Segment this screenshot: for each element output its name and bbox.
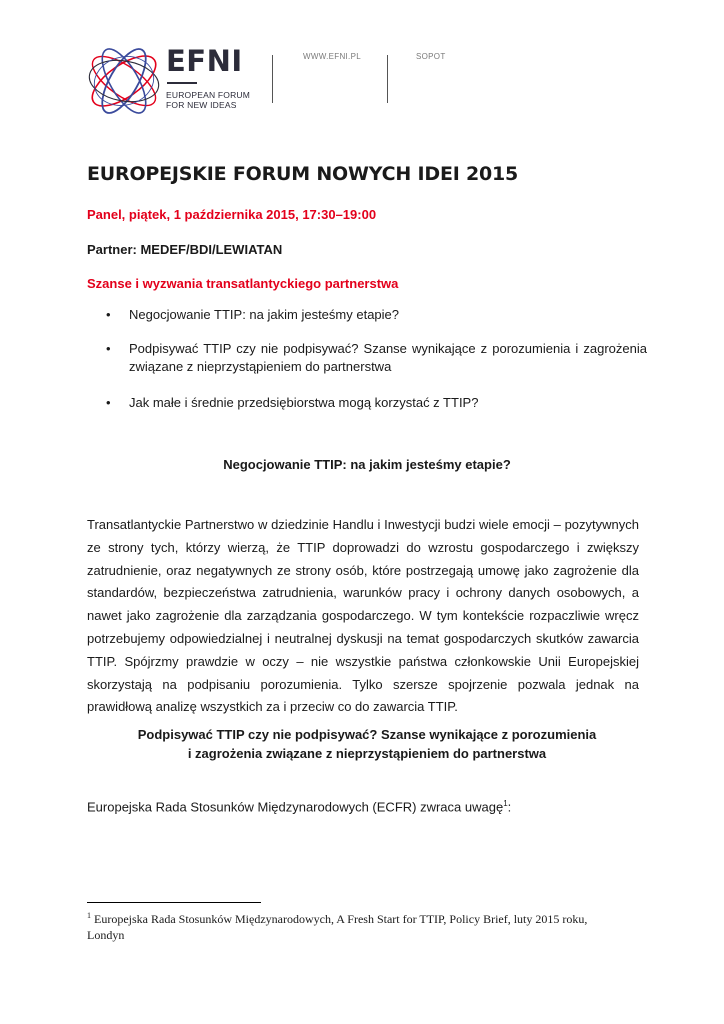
bullet-icon: • xyxy=(106,395,111,410)
logo-subtitle-line1: EUROPEAN FORUM xyxy=(166,90,251,100)
ecfr-intro xyxy=(87,799,511,814)
ecfr-intro-text: Europejska Rada Stosunków Międzynarodowych (ECFR) zwraca uwagę xyxy=(87,799,504,815)
logo-title: EFNI xyxy=(166,44,243,78)
list-item xyxy=(87,394,647,412)
list-item-text: Podpisywać TTIP czy nie podpisywać? Szanse wynikające z porozumienia i zagrożenia związane z nieprzystąpieniem do partnerstwa xyxy=(129,341,647,374)
panel-date-line: Panel, piątek, 1 października 2015, 17:30–19:00 xyxy=(87,207,377,222)
logo-divider xyxy=(167,82,197,84)
list-item-text: Jak małe i średnie przedsiębiorstwa mogą korzystać z TTIP? xyxy=(129,395,479,410)
website-url: WWW.EFNI.PL xyxy=(303,52,361,61)
agenda-list xyxy=(87,306,647,412)
section-heading-negotiations: Negocjowanie TTIP: na jakim jesteśmy etapie? xyxy=(223,457,511,472)
partner-line: Partner: MEDEF/BDI/LEWIATAN xyxy=(87,242,283,257)
footnote-separator xyxy=(87,902,261,903)
efni-logo-icon xyxy=(84,42,164,124)
document-title: EUROPEJSKIE FORUM NOWYCH IDEI 2015 xyxy=(87,163,519,185)
topic-heading: Szanse i wyzwania transatlantyckiego partnerstwa xyxy=(87,276,399,291)
list-item xyxy=(87,340,647,376)
footnote xyxy=(87,908,627,943)
footnote-reference[interactable]: 1 xyxy=(503,799,508,808)
list-item-text: Negocjowanie TTIP: na jakim jesteśmy etapie? xyxy=(129,307,399,322)
bullet-icon: • xyxy=(106,341,111,356)
footnote-text: Europejska Rada Stosunków Międzynarodowych, A Fresh Start for TTIP, Policy Brief, luty 2015 roku, Londyn xyxy=(87,912,588,942)
bullet-icon: • xyxy=(106,307,111,322)
section-heading-line: i zagrożenia związane z nieprzystąpieniem do partnerstwa xyxy=(187,746,547,761)
header-divider xyxy=(272,55,273,103)
footnote-mark: 1 xyxy=(87,911,91,920)
city-label: SOPOT xyxy=(416,52,446,61)
efni-logo-wordmark xyxy=(166,44,250,110)
section-heading-line: Podpisywać TTIP czy nie podpisywać? Szanse wynikające z porozumienia xyxy=(137,727,597,742)
page-header xyxy=(0,0,724,130)
logo-subtitle-line2: FOR NEW IDEAS xyxy=(166,100,237,110)
header-divider xyxy=(387,55,388,103)
section-heading-sign-or-not xyxy=(87,725,647,763)
body-paragraph: Transatlantyckie Partnerstwo w dziedzinie Handlu i Inwestycji budzi wiele emocji – pozytywnych ze strony tych, którzy wierzą, że TTIP doprowadzi do wzrostu gospodarczego i zwiększy zatrudnienie, oraz negatywnych ze strony osób, które postrzegają umowę jako zagrożenie dla standardów, bezpieczeństwa zatrudnienia, warunków pracy i ochrony danych osobowych, a nawet jako zagrożenie dla zarządzania gospodarczego. W tym kontekście rozpaczliwie wręcz potrzebujemy odpowiedzialnej i neutralnej dyskusji na temat gospodarczych skutków zawarcia TTIP. Spójrzmy prawdzie w oczy – nie wszystkie państwa członkowskie Unii Europejskiej skorzystają na podpisaniu porozumienia. Tylko szersze spojrzenie pozwala jednak na prawidłową analizę wszystkich za i przeciw co do zawarcia TTIP. xyxy=(87,517,639,715)
list-item xyxy=(87,306,647,324)
ecfr-intro-suffix: : xyxy=(507,799,512,815)
